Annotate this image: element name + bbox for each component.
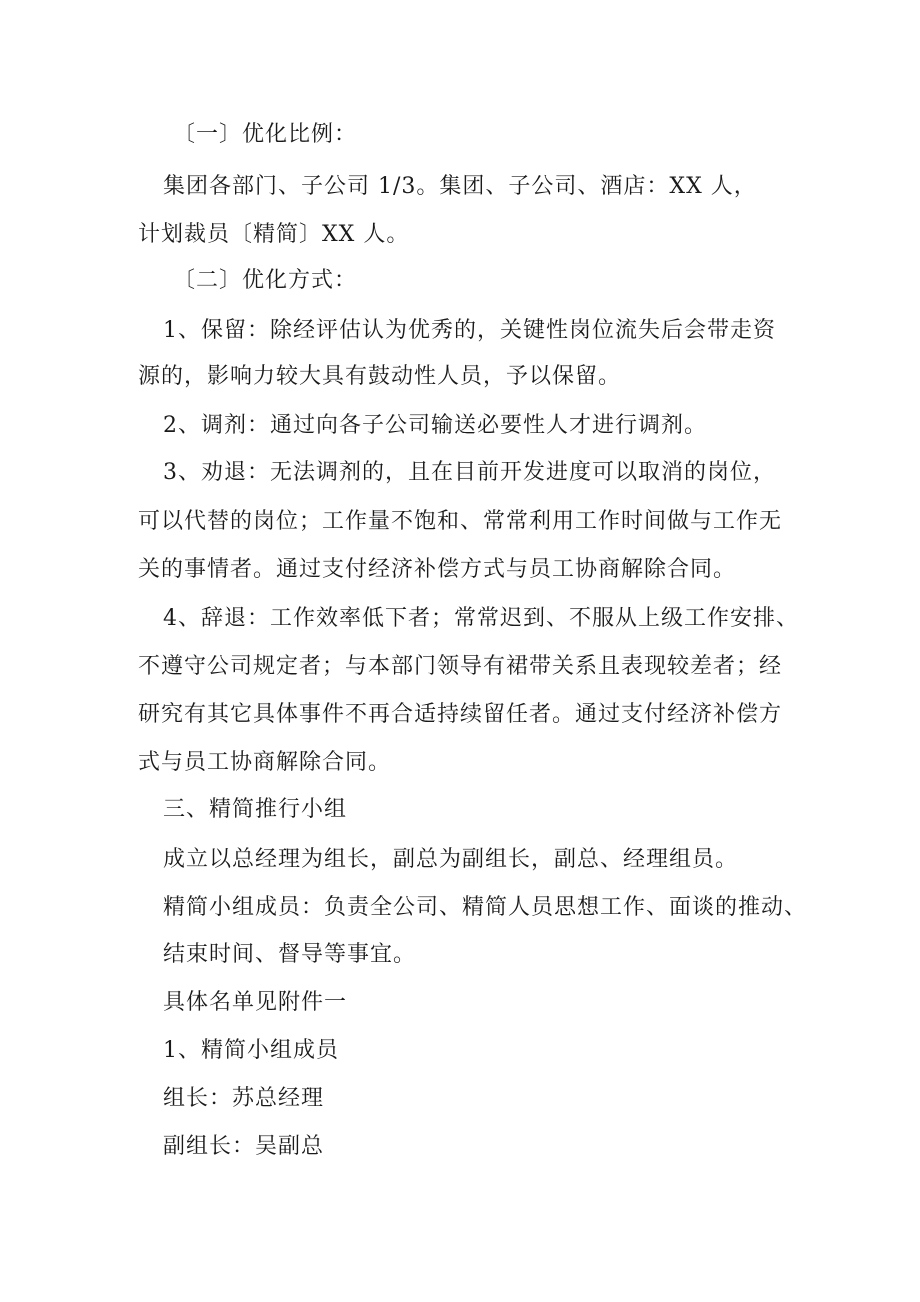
list-item-retain-line: 源的，影响力较大具有鼓动性人员，予以保留。: [138, 364, 622, 389]
paragraph-line: 集团各部门、子公司 1/3。集团、子公司、酒店：XX 人，: [163, 174, 757, 199]
list-item-dismiss-line: 4、辞退：工作效率低下者；常常迟到、不服从上级工作安排、: [163, 606, 799, 631]
section-heading-optimization-ratio: 〔一〕优化比例：: [173, 122, 358, 147]
deputy-leader-line: 副组长：吴副总: [163, 1134, 325, 1159]
paragraph-line: 具体名单见附件一: [163, 990, 348, 1015]
list-item-persuade-line: 可以代替的岗位；工作量不饱和、常常利用工作时间做与工作无: [138, 509, 783, 534]
sub-heading-team-members: 1、精简小组成员: [163, 1038, 339, 1063]
paragraph-line: 成立以总经理为组长，副总为副组长，副总、经理组员。: [163, 847, 739, 872]
list-item-retain-line: 1、保留：除经评估认为优秀的，关键性岗位流失后会带走资: [163, 318, 776, 343]
paragraph-line: 精简小组成员：负责全公司、精简人员思想工作、面谈的推动、: [163, 895, 808, 920]
list-item-dismiss-line: 研究有其它具体事件不再合适持续留任者。通过支付经济补偿方: [138, 702, 783, 727]
team-leader-line: 组长：苏总经理: [163, 1086, 325, 1111]
section-heading-optimization-method: 〔二〕优化方式：: [173, 268, 358, 293]
section-heading-streamline-team: 三、精简推行小组: [163, 797, 348, 822]
list-item-persuade-line: 关的事情者。通过支付经济补偿方式与员工协商解除合同。: [138, 557, 737, 582]
list-item-dismiss-line: 不遵守公司规定者；与本部门领导有裙带关系且表现较差者；经: [138, 654, 783, 679]
list-item-transfer-line: 2、调剂：通过向各子公司输送必要性人才进行调剂。: [163, 413, 707, 438]
list-item-dismiss-line: 式与员工协商解除合同。: [138, 750, 392, 775]
list-item-persuade-line: 3、劝退：无法调剂的，且在目前开发进度可以取消的岗位，: [163, 460, 776, 485]
paragraph-line: 结束时间、督导等事宜。: [163, 942, 417, 967]
paragraph-line: 计划裁员〔精简〕XX 人。: [138, 222, 410, 247]
